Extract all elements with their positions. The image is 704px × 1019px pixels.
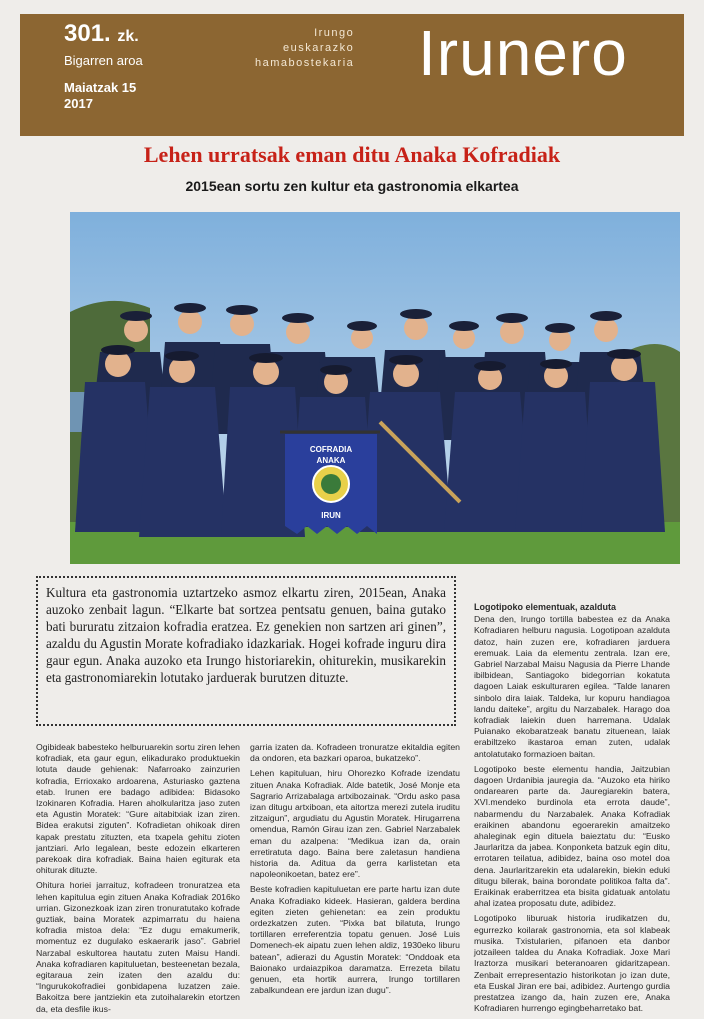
banner-text-cofradia: COFRADIA bbox=[309, 445, 353, 454]
tagline-line-1: Irungo bbox=[314, 27, 355, 39]
issue-date bbox=[64, 80, 143, 112]
issue-number-value: 301. bbox=[64, 20, 111, 47]
paragraph: Logotipoko liburuak historia irudikatzen du, egurrezko koilarak gastronomia, eta sol klabeak musika. Txistularien, pifanoen eta danbor jotzaileen taldea du Anaka Kofradiak. Joxe Mari Iraztorza musikari beteranoaren gidaritzapean. Zenbait errepresentazio historikotan jo izan dute, eta Euskal Jiran ere bai, adibidez. Aurtengo gurdia prestatzea izango da, hain zuzen ere, Anaka Kofradiaren hurrengo egingbeharretako bat. bbox=[474, 913, 670, 1014]
section-heading: Logotipoko elementuak, azalduta bbox=[474, 602, 617, 612]
issue-date-day: Maiatzak 15 bbox=[64, 80, 137, 95]
article-subheadline: 2015ean sortu zen kultur eta gastronomia elkartea bbox=[185, 178, 519, 194]
paragraph: Ogibideak babesteko helburuarekin sortu ziren lehen kofradiak, eta gaur egun, elikadurako produktuekin lotuta daude gehienak: Nafarroako zainzurien kofradia, Errioxako ardoarena, Asturiasko gaztena etab. Irunen ere badago adibidea: Bidasoko Izokinaren Kofradia. Haren aholkularitza jaso zuten eta Agustin Moratek: “Gure aitabitxiak izan ziren. Bidea erakutsi ziguten”. Kofradietan ohikoak diren kapak prestatu zituzten, eta txapela gehitu zioten jantziari. Arlo legalean, beste edozein elkarteren parekoak dira kofradiak. Baina haien egiturak eta ohiturak dituzte. bbox=[36, 742, 240, 876]
banner-text-anaka: ANAKA bbox=[316, 456, 346, 465]
paragraph: Ohitura horiei jarraituz, kofradeen tronuratzea eta lehen kapitulua egin zituen Anaka Kofradiak 2016ko urrian. Gizonezkoak izan ziren tronuratutako kofrade guztiak, baina Moratek azpimarratu du haiena kofradia mistoa dela: “Ez dugu emakumerik, momentuz ez dugulako eskaerarik jaso”. Gabriel Narzabal eskultorea hautatu zuten Maisu Handi. Anaka kofradiaren kapituluetan, besteenetan bezala, egitaraua zein izaten den azaldu du: “Ingurukokofradiei gonbidapena luzatzen zaie. Bakoitza bere jantziekin eta zutoihalarekin etortzen da, eta desfile ikus- bbox=[36, 880, 240, 1014]
cofradia-banner bbox=[280, 432, 380, 534]
masthead-logo: Irunero bbox=[418, 17, 628, 89]
masthead-band bbox=[20, 14, 684, 136]
article-headline: Lehen urratsak eman ditu Anaka Kofradiak bbox=[143, 142, 561, 167]
issue-suffix: zk. bbox=[117, 28, 139, 45]
issue-date-year: 2017 bbox=[64, 96, 93, 111]
issue-subtitle: Bigarren aroa bbox=[64, 53, 143, 68]
issue-info bbox=[64, 20, 143, 112]
article-lede: Kultura eta gastronomia uztartzeko asmoz elkartu ziren, 2015ean, Anaka auzoko zenbait lagun. “Elkarte bat sortzea pentsatu genuen, baina gutako bati bururatu zitzaion kofradia eratzea. Ez genekien non sartzen ari ginen”, azaldu du Agustin Morate kofradiako idazkariak. Hogei kofrade inguru dira gaur egun. Anaka auzoko eta Irungo historiarekin, ohiturekin, musikarekin eta gastronomiarekin lotutako jarduerak burutzen dituzte. bbox=[36, 576, 456, 726]
paragraph: garria izaten da. Kofradeen tronuratze ekitaldia egiten da ondoren, eta bazkari oparoa, bukatzeko”. bbox=[250, 742, 460, 764]
paragraph: Lehen kapituluan, hiru Ohorezko Kofrade izendatu zituen Anaka Kofradiak. Alde batetik, José Monje eta Sagrario Arrizabalaga artxibozainak. “Ordu asko pasa izan ditugu artxiboan, eta aitortza merezi zutela iruditu zitzaigun”, argudiatu du Agustin Moratek. Hirugarrena omendua, Ramón Girau izan zen. Gabriel Narzabalek eman du azalpena: “Medikua izan da, orain erretiratuta dago. Baina bere zaletasun handiena historia da. Aditua da gerra karlistetan eta napoleonikoetan, batez ere”. bbox=[250, 768, 460, 880]
article-column-2 bbox=[250, 742, 460, 1000]
paragraph: Dena den, Irungo tortilla babestea ez da Anaka Kofradiaren helburu nagusia. Logotipoan azalduta datoz, hain zuzen ere, kofradiaren jarduera eremuak. Laia da elementu zentrala. Izan ere, Gabriel Narzabal Maisu Nagusia da Pierre Lhande ibilbidean, Santiagoko bidegorrian kokatuta dagoen Laiak eskulturaren egilea. “Talde lanaren sinbolo dira laiak. Taldeka, lur kopuru handiagoa landu daiteke”, argitu du Narzabalek. Harago doa kofradiak laiekin duen harremana. Udalak Puianako ekobaratzeak banatu zituenean, laiak erabiltzeko ikastaroa eman zuten, udalak antolatutako formazioen baitan. bbox=[474, 614, 670, 759]
paragraph: Logotipoko beste elementu handia, Jaitzubian dagoen Urdanibia jauregia da. “Auzoko eta hiriko ondarearen parte da. Jauregiarekin batera, XVI.mendeko burdinola eta errota daude”, nabarmendu du Narzabalek. Anaka Kofradiak eraikinen abandonu egoerarekin amaitzeko ahaleginak egin dituela baieztatu du: “Eusko Jaurlaritza da jabea. Konponketa batzuk egin ditu, errotaren teilatua, adibidez, baina oso motel doa dena. Jaurlaritzarekin eta udalarekin, biekin eduki ditugu bilerak, baina borondate politikoa falta da”. Eraikinak eraberritzea eta bisita gidatuak antolatu ahal izatea proposatu dute, adibidez. bbox=[474, 763, 670, 909]
issue-number bbox=[64, 20, 143, 51]
article-column-1 bbox=[36, 742, 240, 1019]
group-photo-illustration bbox=[70, 212, 680, 564]
paragraph: Beste kofradien kapituluetan ere parte hartu izan dute Anaka Kofradiako kideek. Hasieran, galdera berdina egiten zieten gehienetan: ea zein produktu ordezkatzen zuten. “Pixka bat bilatuta, Irungo tortillaren erreferentzia topatu genuen. José Luis Domenech-ek aipatu zuen lehen aldiz, 1930eko liburu batean”, adierazi du Agustin Moratek: “Onddoak eta Baionako urdaiazpikoa daramatza. Errezeta bilatu genuen, eta hortik aurrera, Irungo tortillaren zabalkundean ere jardun izan dugu”. bbox=[250, 884, 460, 996]
banner-text-irun: IRUN bbox=[321, 511, 341, 520]
masthead-tagline bbox=[255, 26, 354, 71]
group-photo bbox=[70, 212, 680, 564]
tagline-line-2: euskarazko bbox=[283, 42, 355, 54]
article-column-3 bbox=[474, 598, 670, 1018]
tagline-line-3: hamabostekaria bbox=[255, 57, 355, 69]
